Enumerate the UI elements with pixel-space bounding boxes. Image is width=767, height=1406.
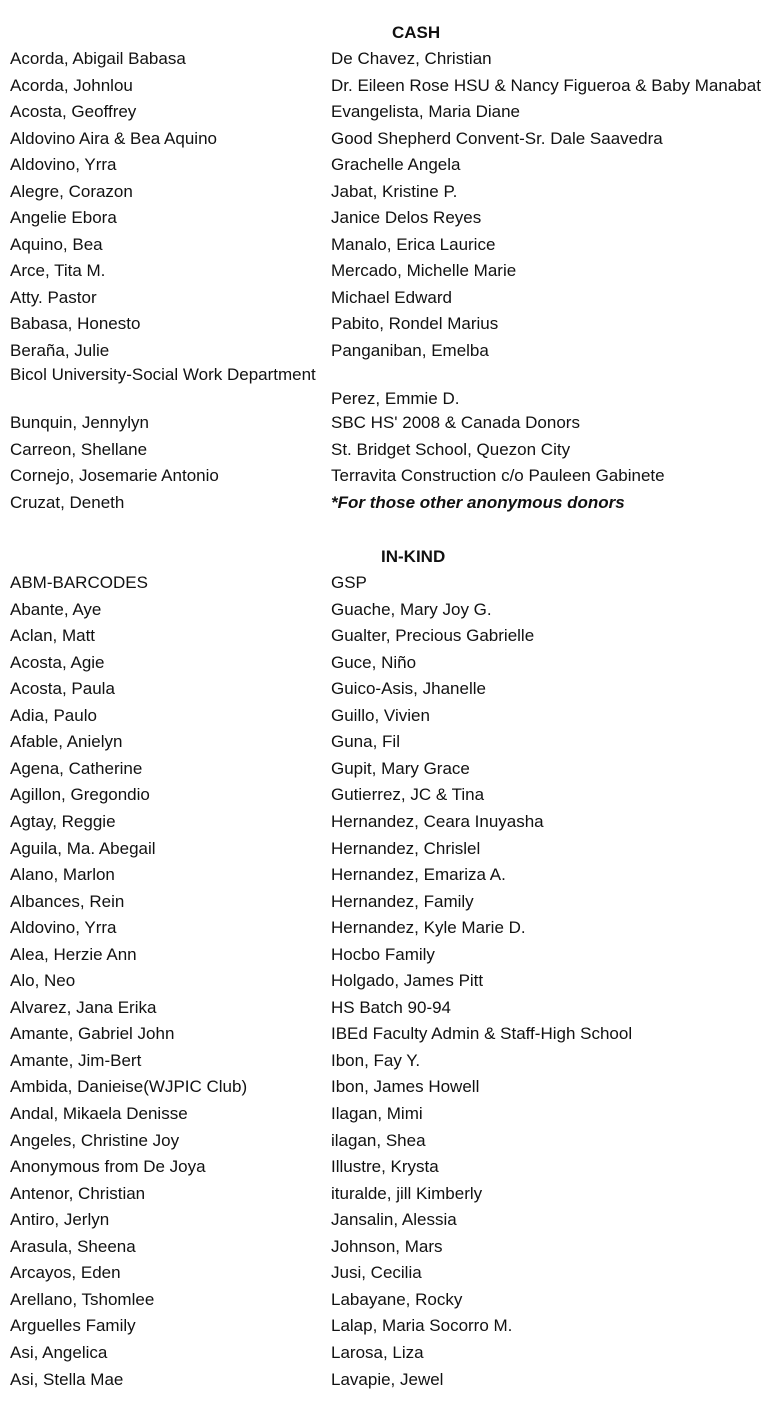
donor-name-right: Jansalin, Alessia — [331, 1210, 457, 1230]
donor-name-right: Pabito, Rondel Marius — [331, 314, 499, 333]
donor-name-left: Acorda, Johnlou — [10, 75, 133, 95]
donor-name-left: Acorda, Abigail Babasa — [10, 49, 186, 68]
donor-name-right: Labayane, Rocky — [331, 1289, 463, 1309]
donor-row — [0, 311, 767, 338]
donor-row — [0, 1074, 767, 1101]
donor-name-left: Agena, Catherine — [10, 758, 143, 778]
donor-row — [0, 1021, 767, 1048]
donor-row — [0, 942, 767, 969]
donor-name-right: Gualter, Precious Gabrielle — [331, 626, 535, 646]
donor-row — [0, 889, 767, 916]
donor-row — [0, 1340, 767, 1367]
donor-row — [0, 1367, 767, 1394]
donor-name-left: ABM-BARCODES — [10, 573, 148, 592]
donor-name-left: Arcayos, Eden — [10, 1263, 121, 1283]
donor-name-left: Alegre, Corazon — [10, 181, 133, 201]
donor-name-left: Antiro, Jerlyn — [10, 1210, 110, 1230]
donor-name-left: Beraña, Julie — [10, 340, 110, 360]
donor-name-left: Arguelles Family — [10, 1316, 136, 1336]
donor-name-left: Asi, Angelica — [10, 1342, 108, 1362]
donor-name-left: Cornejo, Josemarie Antonio — [10, 466, 219, 486]
donor-name-right: Holgado, James Pitt — [331, 971, 484, 991]
donor-name-right: SBC HS' 2008 & Canada Donors — [331, 413, 580, 432]
donor-row — [0, 782, 767, 809]
donor-name-right: Lalap, Maria Socorro M. — [331, 1316, 513, 1336]
donor-name-right: Hernandez, Kyle Marie D. — [331, 918, 526, 938]
donor-name-left: Angeles, Christine Joy — [10, 1130, 180, 1150]
donor-name-left: Abante, Aye — [10, 599, 102, 619]
donor-name-right: Gutierrez, JC & Tina — [331, 785, 485, 805]
donor-name-left: Acosta, Agie — [10, 652, 105, 672]
donor-name-left: Albances, Rein — [10, 891, 125, 911]
donor-name-right: Hernandez, Family — [331, 891, 474, 911]
donor-name-right: Terravita Construction c/o Pauleen Gabinete — [331, 466, 665, 486]
donor-row — [0, 676, 767, 703]
donor-name-left: Asi, Stella Mae — [10, 1369, 124, 1389]
donor-name-right: Larosa, Liza — [331, 1342, 424, 1362]
donor-name-left: Alano, Marlon — [10, 865, 115, 885]
donor-row — [0, 756, 767, 783]
donor-row — [0, 597, 767, 624]
donor-name-right: Lavapie, Jewel — [331, 1369, 444, 1389]
donor-name-left: Angelie Ebora — [10, 208, 117, 227]
donor-row — [0, 126, 767, 153]
donor-row — [0, 73, 767, 100]
donor-row — [0, 995, 767, 1022]
donor-row — [0, 205, 767, 232]
donor-name-left: Bunquin, Jennylyn — [10, 413, 149, 432]
donor-row — [0, 99, 767, 126]
donor-row — [0, 1048, 767, 1075]
donor-row — [0, 650, 767, 677]
donor-name-right: GSP — [331, 573, 367, 592]
donor-name-right: Hernandez, Chrislel — [331, 838, 481, 858]
donor-row — [0, 862, 767, 889]
donor-row — [0, 703, 767, 730]
donor-name-right: Guico-Asis, Jhanelle — [331, 679, 486, 699]
donor-name-left: Alea, Herzie Ann — [10, 944, 137, 964]
donor-name-left: Carreon, Shellane — [10, 439, 148, 459]
donor-name-right: Janice Delos Reyes — [331, 208, 482, 227]
donor-name-right: Manalo, Erica Laurice — [331, 234, 496, 254]
donor-name-left: Agillon, Gregondio — [10, 785, 150, 805]
donor-row — [0, 729, 767, 756]
donor-name-left: Anonymous from De Joya — [10, 1157, 206, 1177]
donor-name-left: Ambida, Danieise(WJPIC Club) — [10, 1077, 248, 1097]
donor-name-right: Michael Edward — [331, 287, 452, 307]
donor-row — [0, 152, 767, 179]
donor-name-right: Dr. Eileen Rose HSU & Nancy Figueroa & Baby Manabat — [331, 75, 761, 95]
donor-name-right: Illustre, Krysta — [331, 1157, 439, 1177]
donor-name-left: Arellano, Tshomlee — [10, 1289, 155, 1309]
donor-name-right: Ibon, James Howell — [331, 1077, 480, 1097]
donor-name-left: Alo, Neo — [10, 971, 76, 991]
donor-row — [0, 490, 767, 517]
donor-row — [0, 338, 767, 365]
donor-name-right: Guna, Fil — [331, 732, 400, 752]
donor-name-right: Perez, Emmie D. — [331, 389, 460, 408]
donor-row — [0, 285, 767, 312]
donor-row — [0, 809, 767, 836]
donor-name-left: Babasa, Honesto — [10, 314, 141, 333]
donor-name-left: Acosta, Geoffrey — [10, 102, 137, 121]
donor-name-right: Panganiban, Emelba — [331, 340, 489, 360]
donor-name-right: HS Batch 90-94 — [331, 997, 452, 1017]
donor-name-right: Grachelle Angela — [331, 155, 461, 174]
donor-name-left: Aldovino Aira & Bea Aquino — [10, 128, 217, 148]
donor-row — [0, 623, 767, 650]
donor-row — [0, 463, 767, 490]
donor-row — [0, 1313, 767, 1340]
donor-row — [0, 1154, 767, 1181]
inkind-heading: IN-KIND — [381, 547, 446, 566]
donor-name-left: Alvarez, Jana Erika — [10, 997, 157, 1017]
donor-name-right: Guache, Mary Joy G. — [331, 599, 492, 619]
donor-name-left: Amante, Gabriel John — [10, 1024, 175, 1044]
cash-heading: CASH — [392, 23, 441, 42]
donor-name-right: ilagan, Shea — [331, 1130, 426, 1150]
donor-name-left: Aldovino, Yrra — [10, 918, 117, 938]
donor-name-left: Atty. Pastor — [10, 287, 97, 307]
donor-row — [0, 258, 767, 285]
donor-row — [0, 570, 767, 597]
donor-name-right: Mercado, Michelle Marie — [331, 261, 517, 280]
donor-name-right: Guillo, Vivien — [331, 705, 430, 725]
donor-name-right: Johnson, Mars — [331, 1236, 443, 1256]
donor-name-right: Hernandez, Ceara Inuyasha — [331, 811, 544, 831]
donor-name-left: Aguila, Ma. Abegail — [10, 838, 156, 858]
donor-name-left: Aldovino, Yrra — [10, 155, 117, 174]
donor-row — [0, 362, 767, 412]
donor-name-right: Good Shepherd Convent-Sr. Dale Saavedra — [331, 128, 663, 148]
donor-name-right: Ilagan, Mimi — [331, 1104, 423, 1123]
donor-row — [0, 968, 767, 995]
donor-name-right: Jabat, Kristine P. — [331, 181, 458, 201]
donor-row — [0, 1181, 767, 1208]
donor-name-left: Acosta, Paula — [10, 679, 115, 699]
donor-row — [0, 1287, 767, 1314]
donor-row — [0, 836, 767, 863]
donor-row — [0, 1260, 767, 1287]
donor-row — [0, 915, 767, 942]
donor-row — [0, 232, 767, 259]
donor-name-right: Gupit, Mary Grace — [331, 758, 470, 778]
donor-name-left: Afable, Anielyn — [10, 732, 123, 752]
donor-name-left: Aquino, Bea — [10, 234, 103, 254]
donor-name-right: IBEd Faculty Admin & Staff-High School — [331, 1024, 633, 1044]
donor-name-left: Amante, Jim-Bert — [10, 1050, 142, 1070]
donor-name-right: Guce, Niño — [331, 652, 417, 672]
donor-name-left: Bicol University-Social Work Department — [10, 365, 316, 384]
donor-name-left: Arasula, Sheena — [10, 1236, 136, 1256]
donor-name-right: Hocbo Family — [331, 944, 435, 964]
donor-name-right: *For those other anonymous donors — [331, 492, 625, 512]
donor-name-left: Agtay, Reggie — [10, 811, 116, 831]
donor-row — [0, 410, 767, 437]
donor-row — [0, 46, 767, 73]
donor-name-right: De Chavez, Christian — [331, 49, 492, 68]
donor-name-left: Andal, Mikaela Denisse — [10, 1104, 188, 1123]
donor-row — [0, 1128, 767, 1155]
donor-name-right: Hernandez, Emariza A. — [331, 865, 506, 885]
donor-row — [0, 1234, 767, 1261]
donor-name-right: Ibon, Fay Y. — [331, 1050, 421, 1070]
donor-name-left: Antenor, Christian — [10, 1183, 146, 1203]
donor-name-right: St. Bridget School, Quezon City — [331, 439, 571, 459]
donor-name-right: ituralde, jill Kimberly — [331, 1183, 483, 1203]
donor-name-left: Cruzat, Deneth — [10, 492, 125, 512]
donor-name-left: Adia, Paulo — [10, 705, 97, 725]
donor-row — [0, 1101, 767, 1128]
donor-name-right: Evangelista, Maria Diane — [331, 102, 520, 121]
donor-name-left: Arce, Tita M. — [10, 261, 106, 280]
donor-row — [0, 437, 767, 464]
donor-name-right: Jusi, Cecilia — [331, 1263, 422, 1283]
donor-name-left: Aclan, Matt — [10, 626, 96, 646]
donor-row — [0, 1207, 767, 1234]
donor-row — [0, 179, 767, 206]
